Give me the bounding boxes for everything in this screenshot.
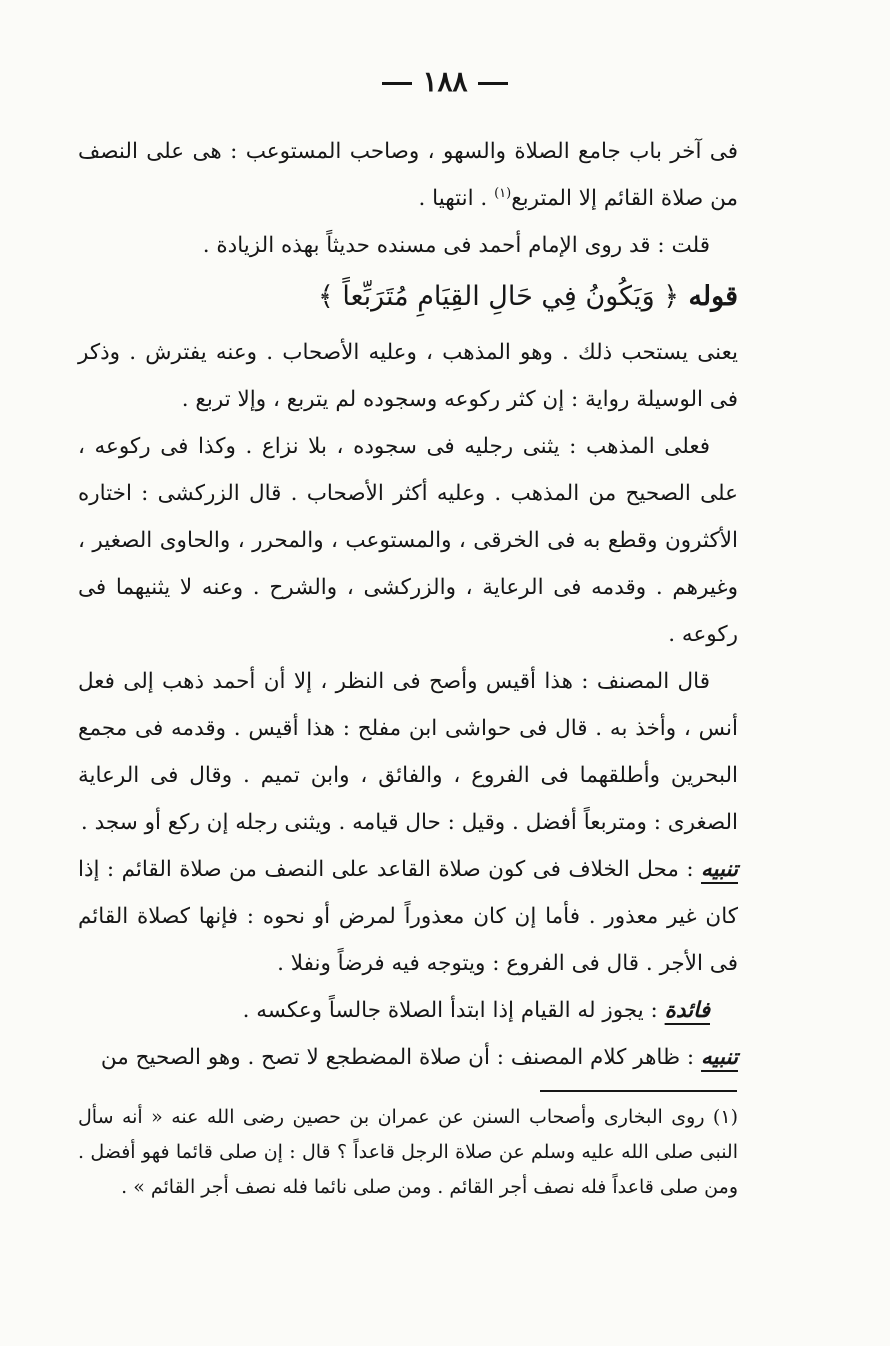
tanbih-label: تنبيه: [701, 857, 738, 882]
paragraph-8: تنبيه : ظاهر كلام المصنف : أن صلاة المضطجع لا تصح . وهو الصحيح من: [100, 1045, 738, 1070]
footnote-ref[interactable]: (١): [494, 185, 512, 201]
header-dash-right: [478, 82, 508, 85]
paragraph-6: تنبيه : محل الخلاف فى كون صلاة القاعد على النصف من صلاة القائم : إذا كان غير معذور . فأما إن كان معذوراً لمرض أو نحوه : فإنها كصلاة القائم فى الأجر . قال فى الفروع : ويتوجه فيه فرضاً ونفلا .: [78, 857, 738, 976]
qawl-label: قوله: [688, 281, 738, 312]
paragraph-4: فعلى المذهب : يثنى رجليه فى سجوده ، بلا نزاع . وكذا فى ركوعه ، على الصحيح من المذهب . وعليه أكثر الأصحاب . قال الزركشى : اختاره الأكثرون وقطع به فى الخرقى ، والمستوعب ، والمحرر ، والحاوى الصغير ، وغيرهم . وقدمه فى الرعاية ، والزركشى ، والشرح . وعنه لا يثنيهما فى ركوعه .: [78, 434, 738, 647]
paragraph-1: فى آخر باب جامع الصلاة والسهو ، وصاحب المستوعب : هى على النصف من صلاة القائم إلا المتربع$^{(١)}$ . انتهيا .: [78, 139, 738, 211]
footnote-divider: [540, 1090, 737, 1092]
page-number: ١٨٨: [422, 65, 468, 98]
paragraph-7: فائدة : يجوز له القيام إذا ابتدأ الصلاة جالساً وعكسه .: [242, 998, 710, 1023]
paragraph-3: يعنى يستحب ذلك . وهو المذهب ، وعليه الأصحاب . وعنه يفترش . وذكر فى الوسيلة رواية : إن كثر ركوعه وسجوده لم يتربع ، وإلا تربع .: [78, 340, 738, 412]
tanbih-label-2: تنبيه: [701, 1045, 738, 1070]
page-header: [0, 62, 890, 102]
paragraph-2: قلت : قد روى الإمام أحمد فى مسنده حديثاً بهذه الزيادة .: [202, 233, 710, 258]
footnote: [78, 1100, 738, 1205]
footnote-text: (١) روى البخارى وأصحاب السنن عن عمران بن حصين رضى الله عنه « أنه سأل النبى صلى الله عليه وسلم عن صلاة الرجل قاعداً ؟ قال : إن صلى قائما فهو أفضل . ومن صلى قاعداً فله نصف أجر القائم . ومن صلى نائما فله نصف أجر القائم » .: [78, 1106, 738, 1198]
header-dash-left: [382, 82, 412, 85]
quoted-text: ﴿ وَيَكُونُ فِي حَالِ القِيَامِ مُتَرَبِّعاً ﴾: [317, 281, 680, 312]
main-text: [78, 128, 738, 1081]
paragraph-5: قال المصنف : هذا أقيس وأصح فى النظر ، إلا أن أحمد ذهب إلى فعل أنس ، وأخذ به . قال فى حواشى ابن مفلح : هذا أقيس . وقدمه فى مجمع البحرين وأطلقهما فى الفروع ، والفائق ، وابن تميم . وقال فى الرعاية الصغرى : ومتربعاً أفضل . وقيل : حال قيامه . ويثنى رجله إن ركع أو سجد .: [78, 669, 738, 835]
qawl-heading: [78, 271, 738, 323]
faida-label: فائدة: [664, 998, 710, 1023]
